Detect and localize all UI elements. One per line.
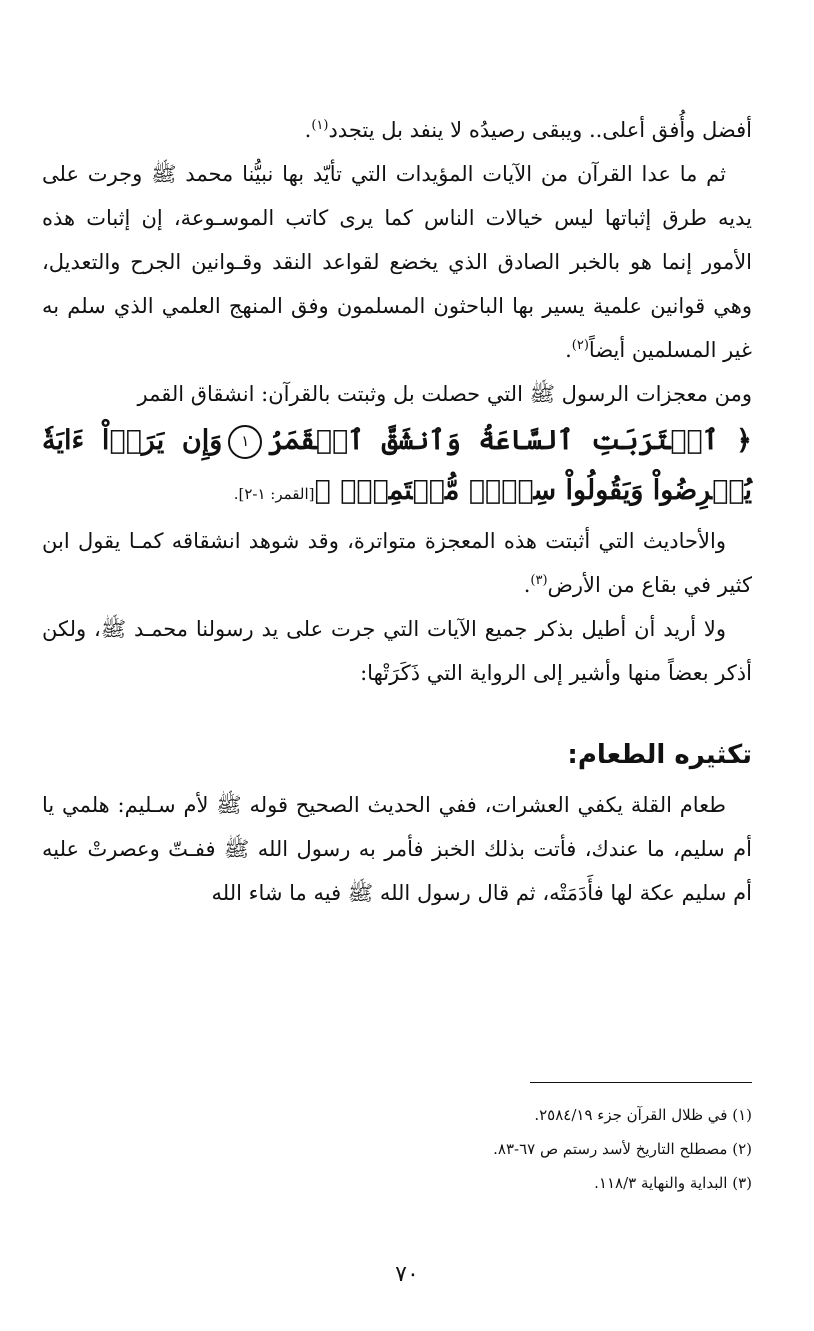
page-body bbox=[42, 108, 752, 915]
section-heading: تكثيره الطعام: bbox=[567, 740, 752, 770]
footnotes bbox=[42, 1098, 752, 1200]
footnote-1: (١) في ظلال القرآن جزء ٢٥٨٤/١٩. bbox=[534, 1106, 752, 1124]
footnote-ref-3[interactable]: (٣) bbox=[530, 573, 548, 588]
quran-open-bracket: ﴿ bbox=[736, 425, 752, 456]
quran-close-bracket: ﴾ bbox=[314, 475, 331, 506]
paragraph-4-end: . bbox=[523, 573, 531, 597]
footnote-ref-2[interactable]: (٢) bbox=[571, 338, 589, 353]
quran-verse-part-1: ٱقۡتَرَبَتِ ٱلسَّاعَةُ وَٱنشَقَّ ٱلۡقَمَرُ bbox=[268, 425, 719, 456]
footnote-2: (٢) مصطلح التاريخ لأسد رستم ص ٦٧-٨٣. bbox=[493, 1140, 752, 1158]
paragraph-4 bbox=[42, 519, 752, 607]
paragraph-1-end: . bbox=[304, 118, 312, 142]
paragraph-3: ومن معجزات الرسول ﷺ التي حصلت بل وثبتت بالقرآن: انشقاق القمر bbox=[137, 382, 752, 406]
paragraph-1 bbox=[42, 108, 752, 152]
paragraph-1-text: أفضل وأُفق أعلى.. ويبقى رصيدُه لا ينفد بل يتجدد bbox=[328, 118, 752, 142]
quran-verse-part-2: وَإِن يَرَوۡاْ ءَايَةٗ يُعۡرِضُواْ وَيَقُولُواْ سِحۡرٞ مُّسۡتَمِرّٞ bbox=[42, 425, 752, 506]
ayah-number-marker: ١ bbox=[228, 425, 262, 459]
quran-end: . bbox=[233, 485, 239, 503]
paragraph-4-text: والأحاديث التي أثبتت هذه المعجزة متواترة، وقد شوهد انشقاقه كمـا يقول ابن كثير في بقاع من الأرض bbox=[42, 529, 752, 597]
paragraph-2 bbox=[42, 152, 752, 372]
footnote-divider bbox=[530, 1082, 752, 1083]
page-number: ٧٠ bbox=[395, 1262, 419, 1287]
paragraph-2-end: . bbox=[565, 338, 572, 362]
footnote-3: (٣) البداية والنهاية ١١٨/٣. bbox=[594, 1174, 752, 1192]
paragraph-2-text: ثم ما عدا القرآن من الآيات المؤيدات التي تأيّد بها نبيُّنا محمد ﷺ وجرت على يديه طرق إثباتها ليس خيالات الناس كما يرى كاتب الموسـوعة، إن إثبات هذه الأمور إنما هو بالخبر الصادق الذي يخضع لقواعد النقد وقـوانين الجرح والتعديل، وهي قوانين علمية يسير بها الباحثون المسلمون وفق المنهج العلمي الذي سلم به غير المسلمين أيضاً bbox=[42, 162, 752, 362]
quran-reference: [القمر: ١-٢] bbox=[238, 485, 315, 503]
quran-verse bbox=[42, 416, 752, 519]
footnote-ref-1[interactable]: (١) bbox=[311, 118, 329, 133]
paragraph-5: ولا أريد أن أطيل بذكر جميع الآيات التي جرت على يد رسولنا محمـد ﷺ، ولكن أذكر بعضاً منها وأشير إلى الرواية التي ذَكَرَتْها: bbox=[42, 617, 752, 685]
paragraph-6: طعام القلة يكفي العشرات، ففي الحديث الصحيح قوله ﷺ لأم سـليم: هلمي يا أم سليم، ما عندك، فأتت بذلك الخبز فأمر به رسول الله ﷺ ففـتّ وعصرتْ عليه أم سليم عكة لها فأَدَمَتْه، ثم قال رسول الله ﷺ فيه ما شاء الله bbox=[42, 793, 752, 905]
